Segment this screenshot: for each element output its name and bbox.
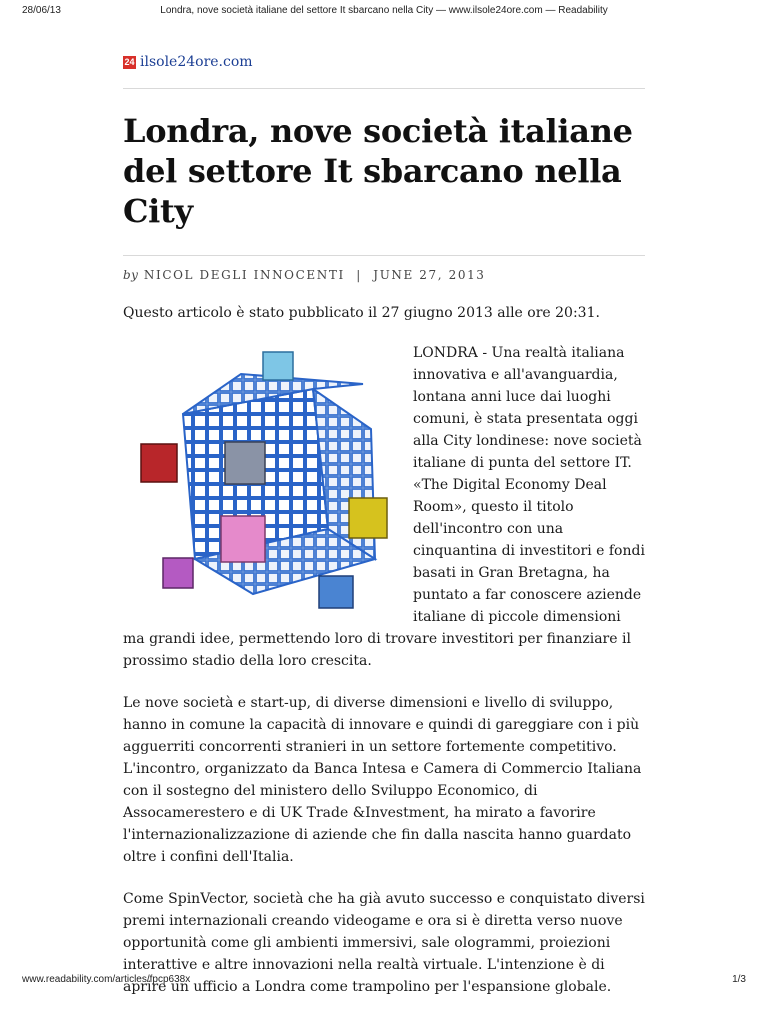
- site-name-link[interactable]: ilsole24ore.com: [140, 54, 253, 70]
- byline-date: JUNE 27, 2013: [373, 268, 486, 282]
- divider-title: [123, 255, 645, 256]
- article-image: [123, 344, 401, 620]
- article-container: [123, 52, 645, 1018]
- blue-block: [319, 576, 353, 608]
- pink-block: [221, 516, 265, 562]
- byline: [123, 268, 645, 282]
- byline-separator: |: [356, 268, 362, 282]
- purple-block: [163, 558, 193, 588]
- yellow-block: [349, 498, 387, 538]
- print-page-number: 1/3: [732, 974, 746, 985]
- article-body: [123, 342, 645, 998]
- byline-prefix: by: [123, 268, 139, 282]
- site-logo-icon[interactable]: 24: [124, 56, 135, 67]
- site-line[interactable]: [123, 52, 645, 72]
- print-footer: [0, 974, 768, 988]
- gray-block: [225, 442, 265, 484]
- article-title: Londra, nove società italiane del settore It sbarcano nella City: [123, 112, 633, 230]
- print-date: 28/06/13: [22, 5, 61, 16]
- print-url: www.readability.com/articles/fpcp638x: [22, 974, 191, 985]
- red-block: [141, 444, 177, 482]
- byline-author: NICOL DEGLI INNOCENTI: [143, 268, 345, 282]
- divider-top: [123, 88, 645, 89]
- paragraph-2: Le nove società e start-up, di diverse dimensioni e livello di sviluppo, hanno in comune la capacità di innovare e quindi di gareggiare con i più agguerriti concorrenti stranieri in un settore fortemente competitivo. L'incontro, organizzato da Banca Intesa e Camera di Commercio Italiana con il sostegno del ministero dello Sviluppo Economico, di Assocamerestero e di UK Trade &Investment, ha mirato a favorire l'internazionalizzazione di aziende che fin dalla nascita hanno guardato oltre i confini dell'Italia.: [123, 695, 642, 865]
- article-intro: Questo articolo è stato pubblicato il 27 giugno 2013 alle ore 20:31.: [123, 305, 600, 321]
- print-title: Londra, nove società italiane del settore It sbarcano nella City — www.ilsole24ore.com — Readability: [160, 5, 608, 16]
- print-header: [0, 5, 768, 19]
- teal-block: [263, 352, 293, 380]
- paragraph-1: LONDRA - Una realtà italiana innovativa e all'avanguardia, lontana anni luce dai luoghi comuni, è stata presentata oggi alla City londinese: nove società italiane di punta del settore IT. «The Digital Economy Deal Room», questo il titolo dell'incontro con una cinquantina di investitori e fondi basati in Gran Bretagna, ha puntato a far conoscere aziende italiane di piccole dimensioni ma grandi idee, permettendo loro di trovare investitori per finanziare il prossimo stadio della loro crescita.: [123, 345, 645, 669]
- cube-grid-illustration-icon: [123, 344, 401, 620]
- paragraph-3: Come SpinVector, società che ha già avuto successo e conquistato diversi premi internazionali creando videogame e ora si è diretta verso nuove opportunità come gli ambienti immersivi, sale ologrammi, proiezioni interattive e altre innovazioni nella realtà virtuale. L'intenzione è di aprire un ufficio a Londra come trampolino per l'espansione globale.: [123, 891, 645, 995]
